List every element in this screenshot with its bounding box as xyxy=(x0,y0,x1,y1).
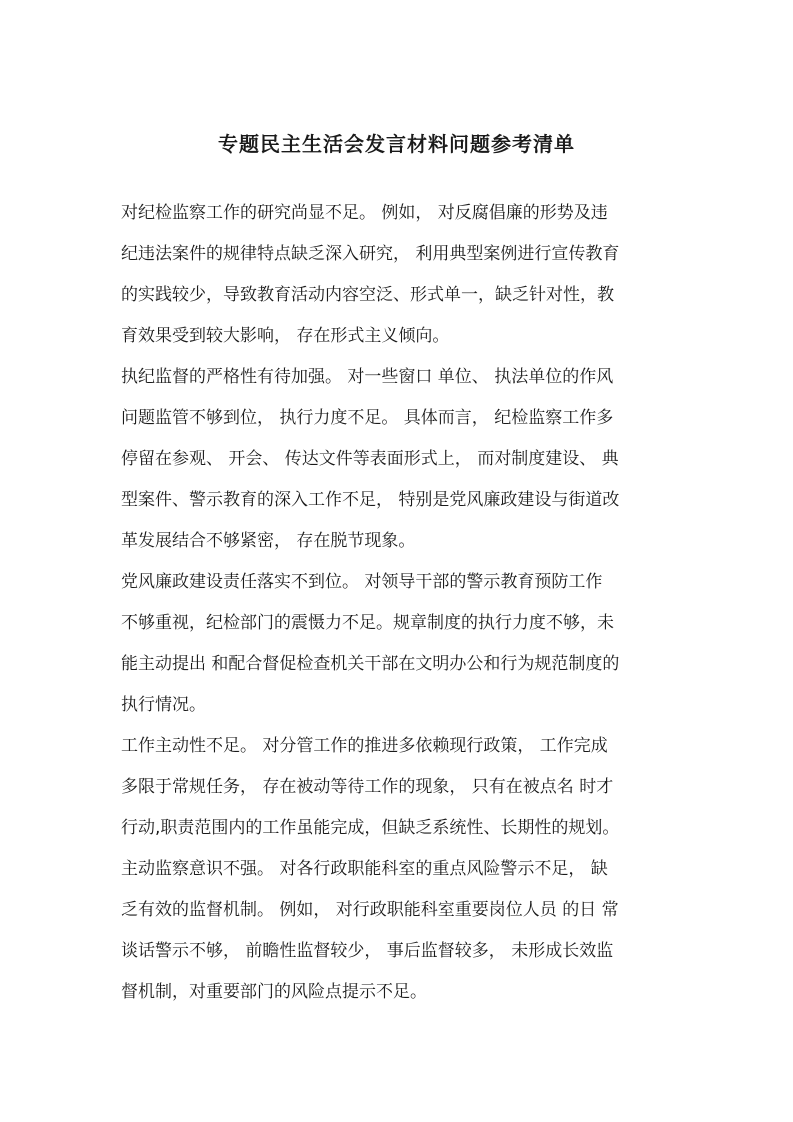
body-line: 能主动提出 和配合督促检查机关干部在文明办公和行为规范制度的 xyxy=(121,654,620,674)
body-line: 的实践较少，导致教育活动内容空泛、形式单一，缺乏针对性，教 xyxy=(121,285,614,305)
body-line: 对纪检监察工作的研究尚显不足。 例如， 对反腐倡廉的形势及违 xyxy=(121,203,608,223)
body-line: 谈话警示不够， 前瞻性监督较少， 事后监督较多， 未形成长效监 xyxy=(121,941,614,961)
body-line: 主动监察意识不强。 对各行政职能科室的重点风险警示不足， 缺 xyxy=(121,859,608,879)
body-line: 问题监管不够到位， 执行力度不足。 具体而言， 纪检监察工作多 xyxy=(121,408,614,428)
body-line: 工作主动性不足。 对分管工作的推进多依赖现行政策， 工作完成 xyxy=(121,736,608,756)
body-line: 多限于常规任务， 存在被动等待工作的现象， 只有在被点名 时才 xyxy=(121,777,614,797)
body-line: 型案件、警示教育的深入工作不足， 特别是党风廉政建设与街道改 xyxy=(121,490,620,510)
body-line: 停留在参观、 开会、 传达文件等表面形式上， 而对制度建设、 典 xyxy=(121,449,619,469)
body-line: 党风廉政建设责任落实不到位。 对领导干部的警示教育预防工作 xyxy=(121,572,603,592)
body-line: 乏有效的监督机制。 例如， 对行政职能科室重要岗位人员 的日 常 xyxy=(121,900,619,920)
body-line: 执行情况。 xyxy=(121,695,206,715)
document-title: 专题民主生活会发言材料问题参考清单 xyxy=(218,132,575,156)
body-line: 督机制，对重要部门的风险点提示不足。 xyxy=(121,982,427,1002)
body-line: 不够重视，纪检部门的震慑力不足。规章制度的执行力度不够，未 xyxy=(121,613,614,633)
body-line: 行动,职责范围内的工作虽能完成，但缺乏系统性、长期性的规划。 xyxy=(121,818,620,838)
body-line: 革发展结合不够紧密， 存在脱节现象。 xyxy=(121,531,416,551)
body-line: 育效果受到较大影响， 存在形式主义倾向。 xyxy=(121,326,450,346)
body-line: 执纪监督的严格性有待加强。 对一些窗口 单位、 执法单位的作风 xyxy=(121,367,614,387)
body-line: 纪违法案件的规律特点缺乏深入研究， 利用典型案例进行宣传教育 xyxy=(121,244,620,264)
